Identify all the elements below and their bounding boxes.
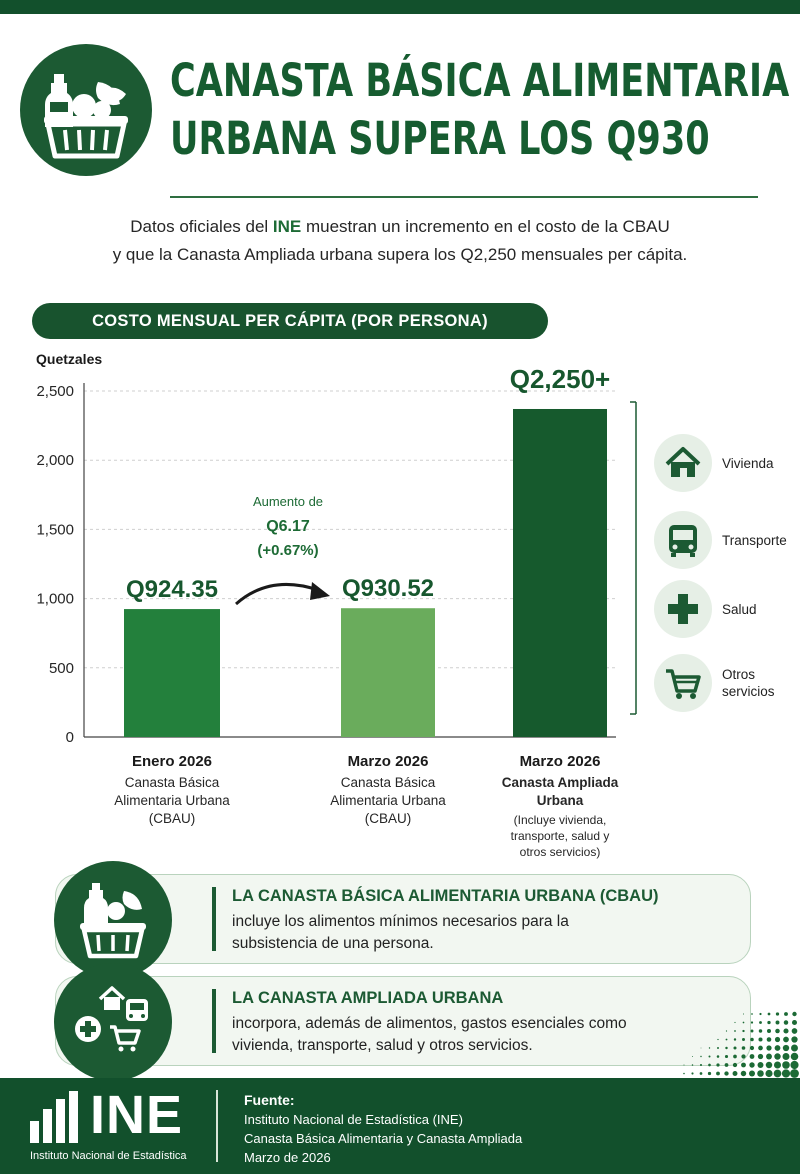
decorative-dot xyxy=(742,1030,744,1032)
y-tick-label: 0 xyxy=(65,729,74,746)
annotation-label: Aumento de xyxy=(252,494,324,509)
annotation-value: Q6.17 xyxy=(266,518,310,535)
decorative-dot xyxy=(725,1047,727,1049)
bus-icon xyxy=(654,511,712,569)
decorative-dot xyxy=(741,1071,746,1076)
component-label-line: servicios xyxy=(722,684,775,699)
y-tick-label: 500 xyxy=(48,659,74,677)
decorative-dot xyxy=(742,1046,746,1050)
decorative-dot xyxy=(708,1064,711,1067)
ine-logo-text: INE xyxy=(90,1085,184,1145)
increase-arrow xyxy=(236,584,318,604)
decorative-dot xyxy=(757,1070,764,1077)
y-axis-label: Quetzales xyxy=(36,351,103,367)
decorative-dot xyxy=(733,1063,737,1067)
subtitle-text: muestran un incremento en el costo de la CBAU xyxy=(301,217,670,236)
bar xyxy=(341,608,435,737)
x-category-label: Enero 2026 xyxy=(131,753,213,770)
title-line-1: CANASTA BÁSICA ALIMENTARIA xyxy=(170,54,790,107)
component-label: Vivienda xyxy=(722,455,774,471)
bar-value-label: Q2,250+ xyxy=(509,364,611,394)
decorative-dot xyxy=(741,1063,746,1068)
decorative-dot xyxy=(734,1022,735,1023)
decorative-dot xyxy=(750,1054,755,1059)
x-category-description: (CBAU) xyxy=(148,811,196,826)
card-heading: LA CANASTA BÁSICA ALIMENTARIA URBANA (CBAU) xyxy=(232,887,659,905)
decorative-dot xyxy=(708,1055,710,1057)
page-title xyxy=(170,52,790,168)
decorative-dot xyxy=(750,1046,754,1050)
decorative-dot xyxy=(782,1069,790,1077)
x-category-description: Urbana xyxy=(536,793,584,808)
card-accent xyxy=(212,989,216,1053)
bar xyxy=(513,409,607,737)
decorative-dot xyxy=(758,1037,762,1041)
decorative-dot xyxy=(759,1029,762,1032)
component-label-line: Otros xyxy=(722,667,756,682)
decorative-dot xyxy=(734,1030,736,1032)
decorative-dot xyxy=(791,1045,798,1052)
decorative-dot xyxy=(743,1022,745,1024)
decorative-dot xyxy=(784,1012,788,1016)
decorative-dot xyxy=(751,1030,754,1033)
decorative-dot xyxy=(717,1039,718,1040)
decorative-dot xyxy=(766,1054,772,1060)
decorative-dot xyxy=(751,1021,753,1023)
decorative-dot xyxy=(742,1038,745,1041)
x-category-description: (CBAU) xyxy=(364,811,412,826)
title-line-2: URBANA SUPERA LOS Q930 xyxy=(170,112,710,165)
decorative-dot xyxy=(782,1061,790,1069)
decorative-dot xyxy=(683,1073,685,1075)
decorative-dot xyxy=(767,1029,771,1033)
component-salud xyxy=(654,580,794,640)
x-category-description: Canasta Básica xyxy=(340,775,436,790)
decorative-dot xyxy=(708,1072,711,1075)
source-line: Marzo de 2026 xyxy=(244,1150,331,1165)
decorative-dot xyxy=(725,1063,729,1067)
subtitle-text: y que la Canasta Ampliada urbana supera los Q2,250 mensuales per cápita. xyxy=(112,245,688,264)
component-otros-servicios xyxy=(654,654,794,714)
y-tick-label: 2,000 xyxy=(36,452,74,470)
info-card-cbau xyxy=(55,874,751,964)
decorative-dot xyxy=(733,1071,738,1076)
decorative-dot xyxy=(783,1045,789,1051)
decorative-dot xyxy=(734,1038,736,1040)
x-category-note: (Incluye vivienda, xyxy=(513,813,607,827)
subtitle-text: Datos oficiales del xyxy=(130,217,273,236)
decorative-dot xyxy=(768,1013,771,1016)
decorative-dot xyxy=(774,1070,782,1078)
increase-arrow-head xyxy=(310,582,330,600)
decorative-dot xyxy=(784,1020,788,1024)
ine-logo-icon xyxy=(28,1091,86,1143)
health-cross-icon xyxy=(654,580,712,638)
x-category-description: Canasta Básica xyxy=(124,775,220,790)
decorative-dot xyxy=(750,1038,754,1042)
card-body xyxy=(232,1013,742,1057)
decorative-dots xyxy=(680,1010,800,1078)
x-category-label: Marzo 2026 xyxy=(347,753,429,770)
decorative-dot xyxy=(774,1053,780,1059)
card-body-line: incluye los alimentos mínimos necesarios para la xyxy=(232,913,569,930)
decorative-dot xyxy=(783,1028,788,1033)
y-tick-label: 1,000 xyxy=(36,590,74,608)
decorative-dot xyxy=(783,1037,789,1043)
bar-value-label: Q924.35 xyxy=(125,576,219,604)
decorative-dot xyxy=(733,1046,736,1049)
decorative-dot xyxy=(717,1047,719,1049)
y-tick-label: 2,500 xyxy=(36,383,74,400)
card-body-line: subsistencia de una persona. xyxy=(232,935,434,952)
section-heading: COSTO MENSUAL PER CÁPITA (POR PERSONA) xyxy=(32,303,548,339)
decorative-dot xyxy=(692,1064,694,1066)
decorative-dot xyxy=(701,1048,702,1049)
decorative-dot xyxy=(741,1054,745,1058)
decorative-dot xyxy=(758,1062,764,1068)
grocery-basket-icon xyxy=(20,44,152,176)
annotation-percent: (+0.67%) xyxy=(257,542,319,559)
top-bar xyxy=(0,0,800,14)
x-category-description: Alimentaria Urbana xyxy=(114,793,230,808)
decorative-dot xyxy=(726,1039,728,1041)
card-body xyxy=(232,911,742,955)
decorative-dot xyxy=(775,1029,780,1034)
card-body-line: incorpora, además de alimentos, gastos esenciales como xyxy=(232,1015,627,1032)
decorative-dot xyxy=(700,1064,702,1066)
source-line: Canasta Básica Alimentaria y Canasta Ampliada xyxy=(244,1131,523,1146)
decorative-dot xyxy=(751,1013,753,1015)
subtitle xyxy=(40,213,760,269)
component-label: Salud xyxy=(722,601,757,617)
card-accent xyxy=(212,887,216,951)
ine-full-name: Instituto Nacional de Estadística xyxy=(30,1150,187,1162)
subtitle-highlight: INE xyxy=(272,217,302,236)
x-category-note: transporte, salud y xyxy=(510,829,610,843)
decorative-dot xyxy=(759,1021,762,1024)
decorative-dot xyxy=(709,1047,710,1048)
decorative-dot xyxy=(700,1056,701,1057)
x-category-label: Marzo 2026 xyxy=(519,753,601,770)
x-category-note: otros servicios) xyxy=(519,845,601,859)
decorative-dot xyxy=(765,1070,772,1077)
title-divider xyxy=(170,196,758,198)
decorative-dot xyxy=(791,1036,797,1042)
services-icon xyxy=(54,963,172,1081)
decorative-dot xyxy=(758,1054,763,1059)
y-tick-label: 1,500 xyxy=(36,521,74,539)
decorative-dot xyxy=(692,1056,693,1057)
decorative-dot xyxy=(774,1061,781,1068)
grocery-basket-icon xyxy=(54,861,172,979)
footer-divider xyxy=(216,1090,218,1162)
decorative-dot xyxy=(716,1063,719,1066)
x-category-description: Alimentaria Urbana xyxy=(330,793,446,808)
component-vivienda xyxy=(654,434,794,494)
footer xyxy=(0,1078,800,1174)
decorative-dot xyxy=(749,1062,754,1067)
decorative-dot xyxy=(733,1055,737,1059)
component-label xyxy=(722,654,800,712)
decorative-dot xyxy=(726,1030,727,1031)
decorative-dot xyxy=(700,1072,703,1075)
decorative-dot xyxy=(724,1071,728,1075)
decorative-dot xyxy=(767,1037,772,1042)
decorative-dot xyxy=(792,1012,796,1016)
decorative-dot xyxy=(792,1028,798,1034)
decorative-dot xyxy=(766,1045,771,1050)
decorative-dot xyxy=(791,1053,799,1061)
component-transporte xyxy=(654,511,794,571)
bar-value-label: Q930.52 xyxy=(341,575,435,603)
decorative-dot xyxy=(743,1013,744,1014)
decorative-dot xyxy=(716,1072,720,1076)
decorative-dot xyxy=(749,1070,755,1076)
bar xyxy=(124,609,220,737)
x-category-description: Canasta Ampliada xyxy=(501,775,619,790)
decorative-dot xyxy=(792,1020,797,1025)
component-label: Transporte xyxy=(722,532,787,548)
card-body-line: vivienda, transporte, salud y otros servicios. xyxy=(232,1037,533,1054)
house-icon xyxy=(654,434,712,492)
card-heading: LA CANASTA AMPLIADA URBANA xyxy=(232,989,504,1007)
decorative-dot xyxy=(684,1065,685,1066)
decorative-dot xyxy=(776,1012,779,1015)
decorative-dot xyxy=(767,1021,770,1024)
info-card-ampliada xyxy=(55,976,751,1066)
decorative-dot xyxy=(790,1069,799,1078)
decorative-dot xyxy=(783,1053,790,1060)
decorative-dot xyxy=(717,1055,720,1058)
decorative-dot xyxy=(775,1045,781,1051)
source-heading: Fuente: xyxy=(244,1092,295,1108)
decorative-dot xyxy=(758,1046,763,1051)
decorative-dot xyxy=(759,1013,761,1015)
decorative-dot xyxy=(776,1021,780,1025)
decorative-dot xyxy=(775,1037,780,1042)
decorative-dot xyxy=(725,1055,728,1058)
source-line: Instituto Nacional de Estadística (INE) xyxy=(244,1112,463,1127)
decorative-dot xyxy=(691,1072,693,1074)
shopping-cart-icon xyxy=(654,654,712,712)
decorative-dot xyxy=(790,1061,798,1069)
decorative-dot xyxy=(766,1062,773,1069)
